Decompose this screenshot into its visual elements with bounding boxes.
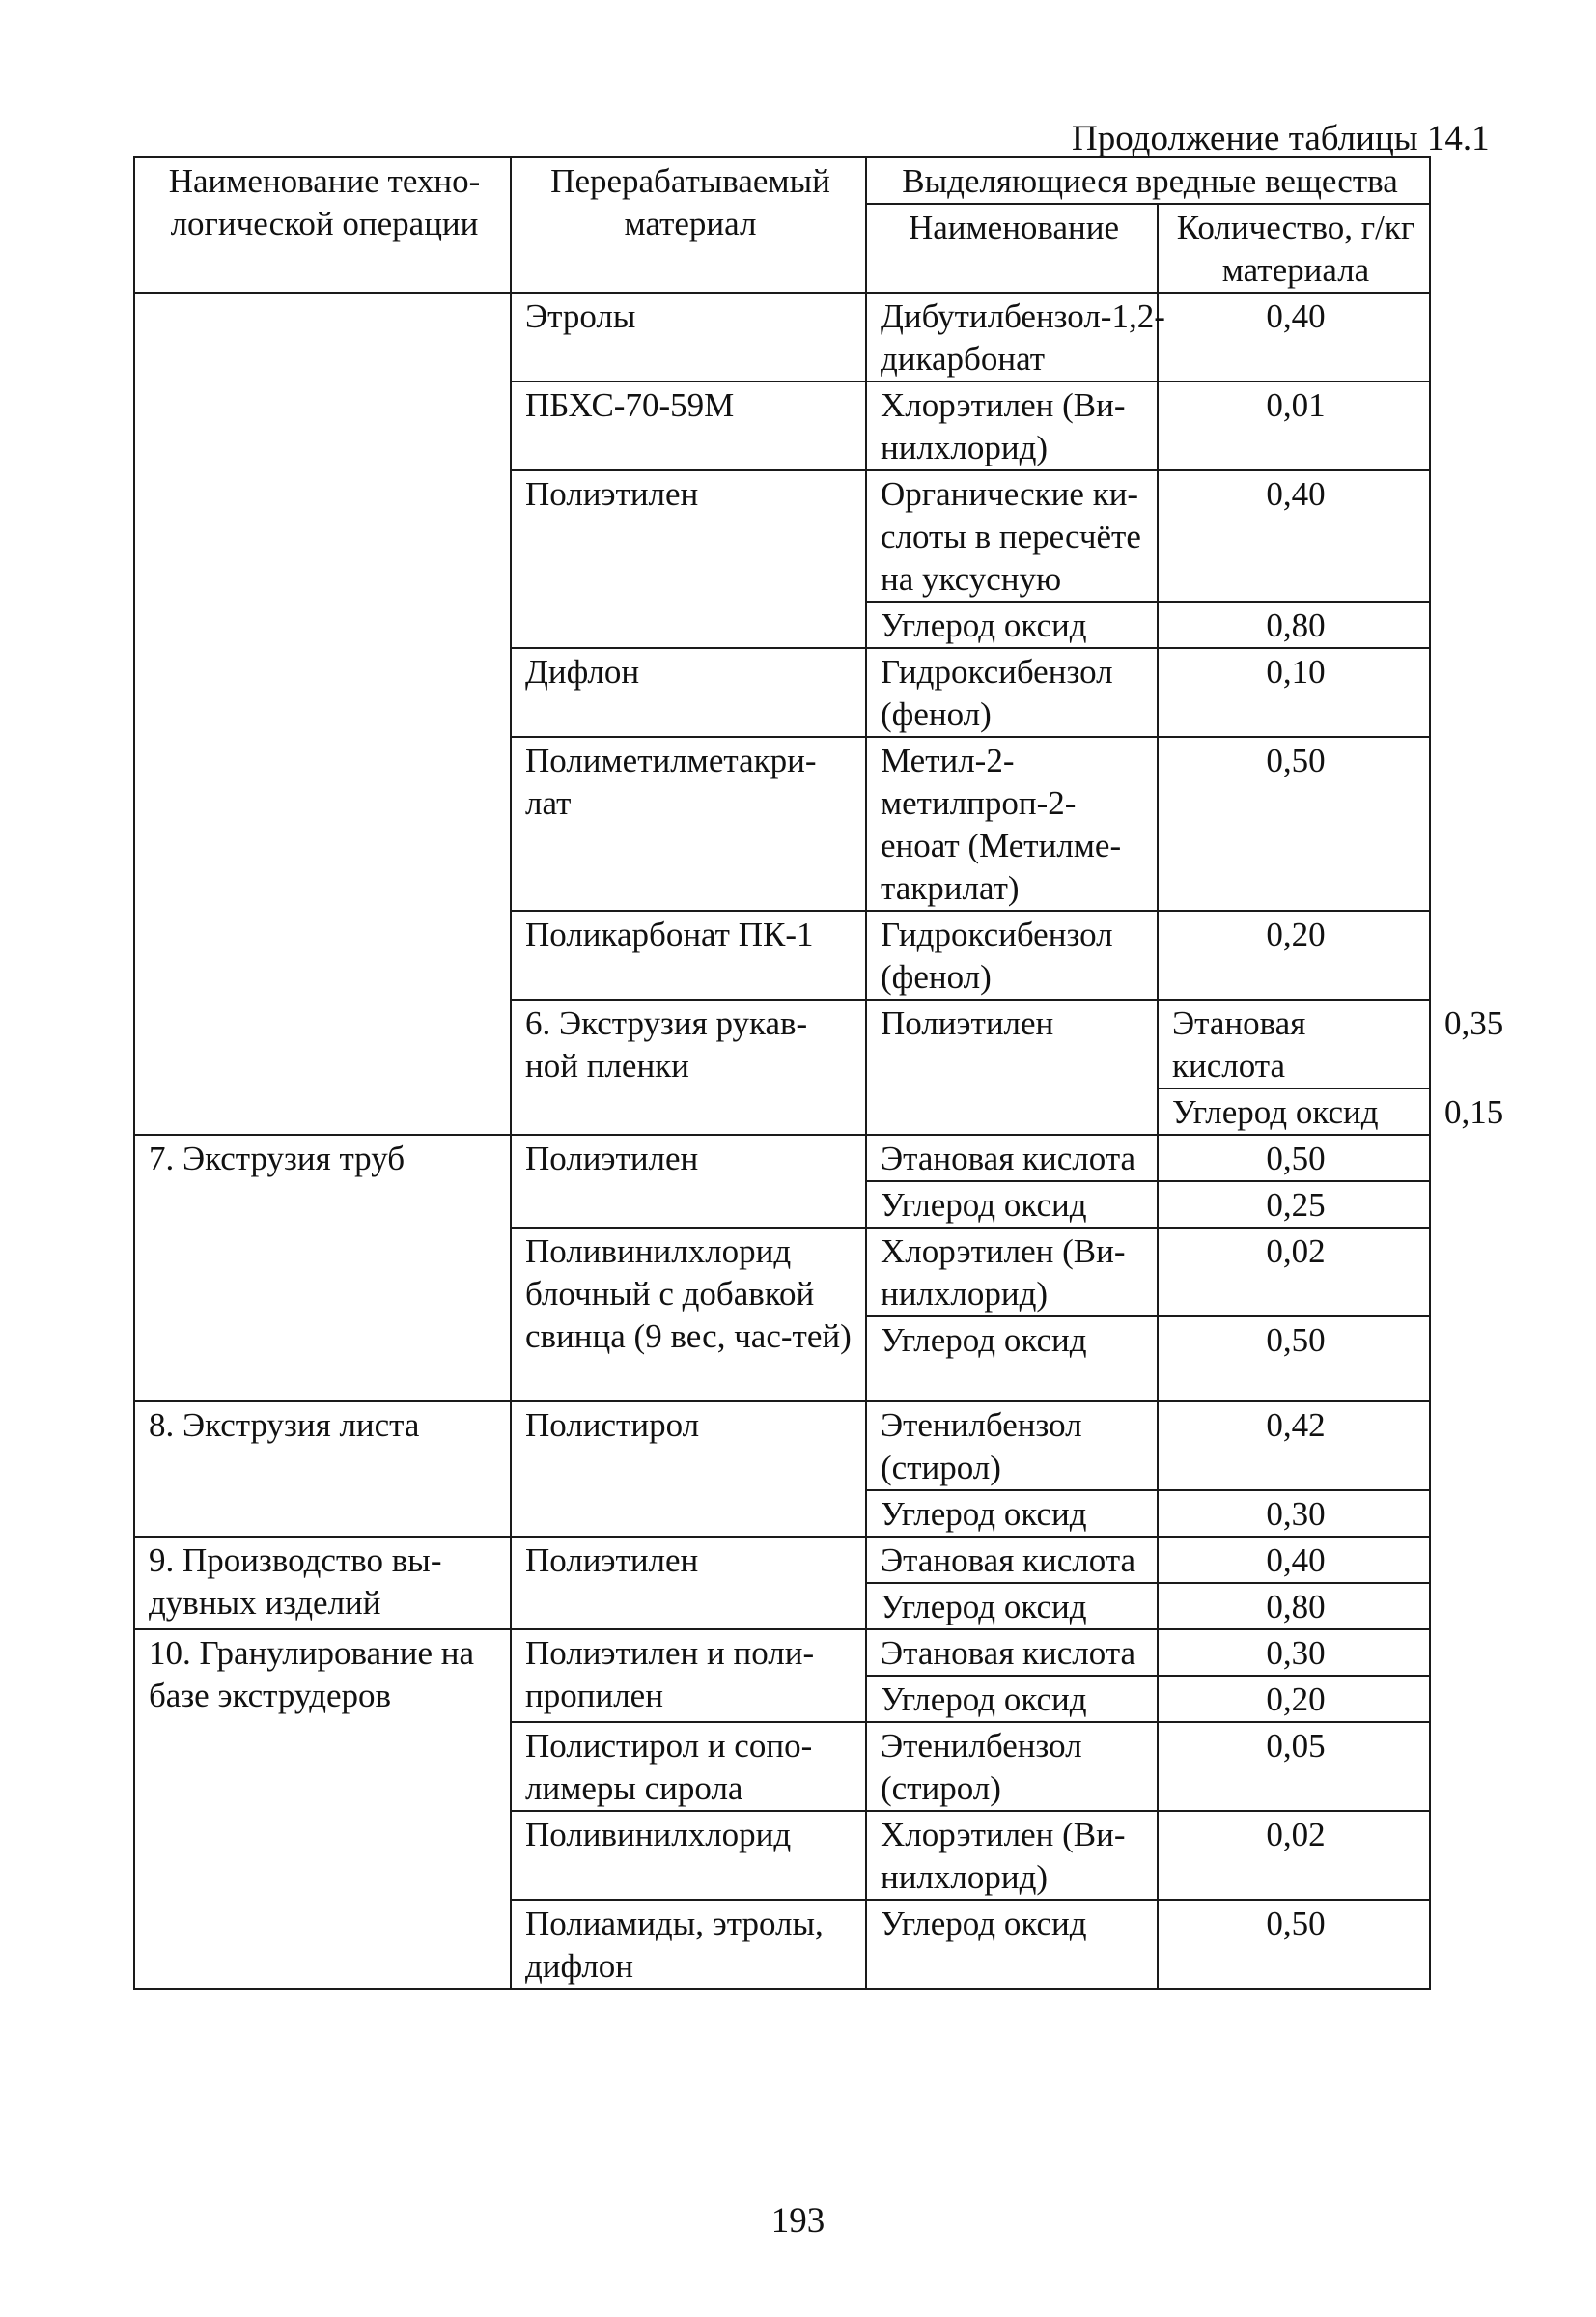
substance-name-cell: Метил-2-метилпроп-2-еноат (Метилме-такрилат) xyxy=(866,737,1158,911)
material-cell: Полиамиды, этролы, дифлон xyxy=(511,1900,866,1989)
material-cell: ПБХС-70-59М xyxy=(511,381,866,470)
header-substances: Выделяющиеся вредные вещества xyxy=(866,157,1430,204)
material-cell: Полиэтилен xyxy=(511,1135,866,1228)
table-row xyxy=(134,1537,1430,1583)
quantity-cell: 0,20 xyxy=(1158,1676,1430,1722)
substance-name-cell: Углерод оксид xyxy=(866,1490,1158,1537)
operation-cell xyxy=(134,293,511,1135)
substance-name-cell: Хлорэтилен (Ви-нилхлорид) xyxy=(866,1228,1158,1316)
operation-cell: 8. Экструзия листа xyxy=(134,1401,511,1537)
table-caption: Продолжение таблицы 14.1 xyxy=(1072,119,1490,158)
substance-name-cell: Углерод оксид xyxy=(866,1900,1158,1989)
operation-cell: 7. Экструзия труб xyxy=(134,1135,511,1401)
page-number: 193 xyxy=(770,2201,826,2241)
substance-name-cell: Углерод оксид xyxy=(866,1316,1158,1401)
substance-name-cell: Гидроксибензол (фенол) xyxy=(866,648,1158,737)
material-cell: Поликарбонат ПК-1 xyxy=(511,911,866,1000)
substance-name-cell: Хлорэтилен (Ви-нилхлорид) xyxy=(866,1811,1158,1900)
table-row xyxy=(134,293,1430,381)
quantity-cell: 0,10 xyxy=(1158,648,1430,737)
substance-name-cell: Этановая кислота xyxy=(866,1537,1158,1583)
quantity-cell: 0,50 xyxy=(1158,1316,1430,1401)
quantity-cell: 0,02 xyxy=(1158,1811,1430,1900)
header-name: Наименование xyxy=(866,204,1158,293)
substance-name-cell: Этенилбензол (стирол) xyxy=(866,1722,1158,1811)
quantity-cell: 0,80 xyxy=(1158,602,1430,648)
substance-name-cell: Этенилбензол (стирол) xyxy=(866,1401,1158,1490)
substance-name-cell: Углерод оксид xyxy=(1158,1088,1430,1135)
substance-name-cell: Гидроксибензол (фенол) xyxy=(866,911,1158,1000)
substance-name-cell: Хлорэтилен (Ви-нилхлорид) xyxy=(866,381,1158,470)
quantity-cell: 0,42 xyxy=(1158,1401,1430,1490)
material-cell: Этролы xyxy=(511,293,866,381)
quantity-cell: 0,40 xyxy=(1158,293,1430,381)
material-cell: Полиэтилен xyxy=(866,1000,1158,1135)
material-cell: Полиэтилен xyxy=(511,1537,866,1629)
substance-name-cell: Углерод оксид xyxy=(866,1676,1158,1722)
substance-name-cell: Этановая кислота xyxy=(1158,1000,1430,1088)
material-cell: Полиэтилен и поли-пропилен xyxy=(511,1629,866,1722)
material-cell: Полиэтилен xyxy=(511,470,866,648)
table-row xyxy=(134,1401,1430,1490)
header-material: Перерабатываемый материал xyxy=(511,157,866,293)
operation-cell: 9. Производство вы-дувных изделий xyxy=(134,1537,511,1629)
table-row xyxy=(134,1135,1430,1181)
quantity-cell: 0,40 xyxy=(1158,470,1430,602)
material-cell: Поливинилхлорид xyxy=(511,1811,866,1900)
quantity-cell: 0,20 xyxy=(1158,911,1430,1000)
material-cell: Дифлон xyxy=(511,648,866,737)
substance-name-cell: Углерод оксид xyxy=(866,1181,1158,1228)
quantity-cell: 0,40 xyxy=(1158,1537,1430,1583)
operation-cell: 6. Экструзия рукав-ной пленки xyxy=(511,1000,866,1135)
table-row: 6. Экструзия рукав-ной пленки Полиэтилен Этановая кислота 0,35 xyxy=(134,1000,1430,1088)
substance-name-cell: Углерод оксид xyxy=(866,602,1158,648)
quantity-cell: 0,80 xyxy=(1158,1583,1430,1629)
quantity-cell: 0,50 xyxy=(1158,1135,1430,1181)
quantity-cell: 0,25 xyxy=(1158,1181,1430,1228)
substance-name-cell: Органические ки-слоты в пересчёте на уксусную xyxy=(866,470,1158,602)
quantity-cell: 0,30 xyxy=(1158,1490,1430,1537)
header-quantity: Количество, г/кг материала xyxy=(1158,204,1430,293)
material-cell: Полистирол xyxy=(511,1401,866,1537)
table-row xyxy=(134,1629,1430,1676)
emissions-table xyxy=(133,156,1504,1990)
quantity-cell: 0,50 xyxy=(1158,737,1430,911)
operation-cell: 10. Гранулирование на базе экструдеров xyxy=(134,1629,511,1989)
header-operation: Наименование техно-логической операции xyxy=(134,157,511,293)
material-cell: Полиметилметакри-лат xyxy=(511,737,866,911)
substance-name-cell: Дибутилбензол-1,2-дикарбонат xyxy=(866,293,1158,381)
table-row: Углерод оксид 0,15 xyxy=(134,1088,1430,1135)
substance-name-cell: Этановая кислота xyxy=(866,1135,1158,1181)
material-cell: Поливинилхлорид блочный с добавкой свинца (9 вес, час-тей) xyxy=(511,1228,866,1401)
substance-name-cell: Углерод оксид xyxy=(866,1583,1158,1629)
quantity-cell: 0,30 xyxy=(1158,1629,1430,1676)
material-cell: Полистирол и сопо-лимеры сирола xyxy=(511,1722,866,1811)
quantity-cell: 0,02 xyxy=(1158,1228,1430,1316)
quantity-cell: 0,50 xyxy=(1158,1900,1430,1989)
quantity-cell: 0,05 xyxy=(1158,1722,1430,1811)
substance-name-cell: Этановая кислота xyxy=(866,1629,1158,1676)
quantity-cell: 0,01 xyxy=(1158,381,1430,470)
